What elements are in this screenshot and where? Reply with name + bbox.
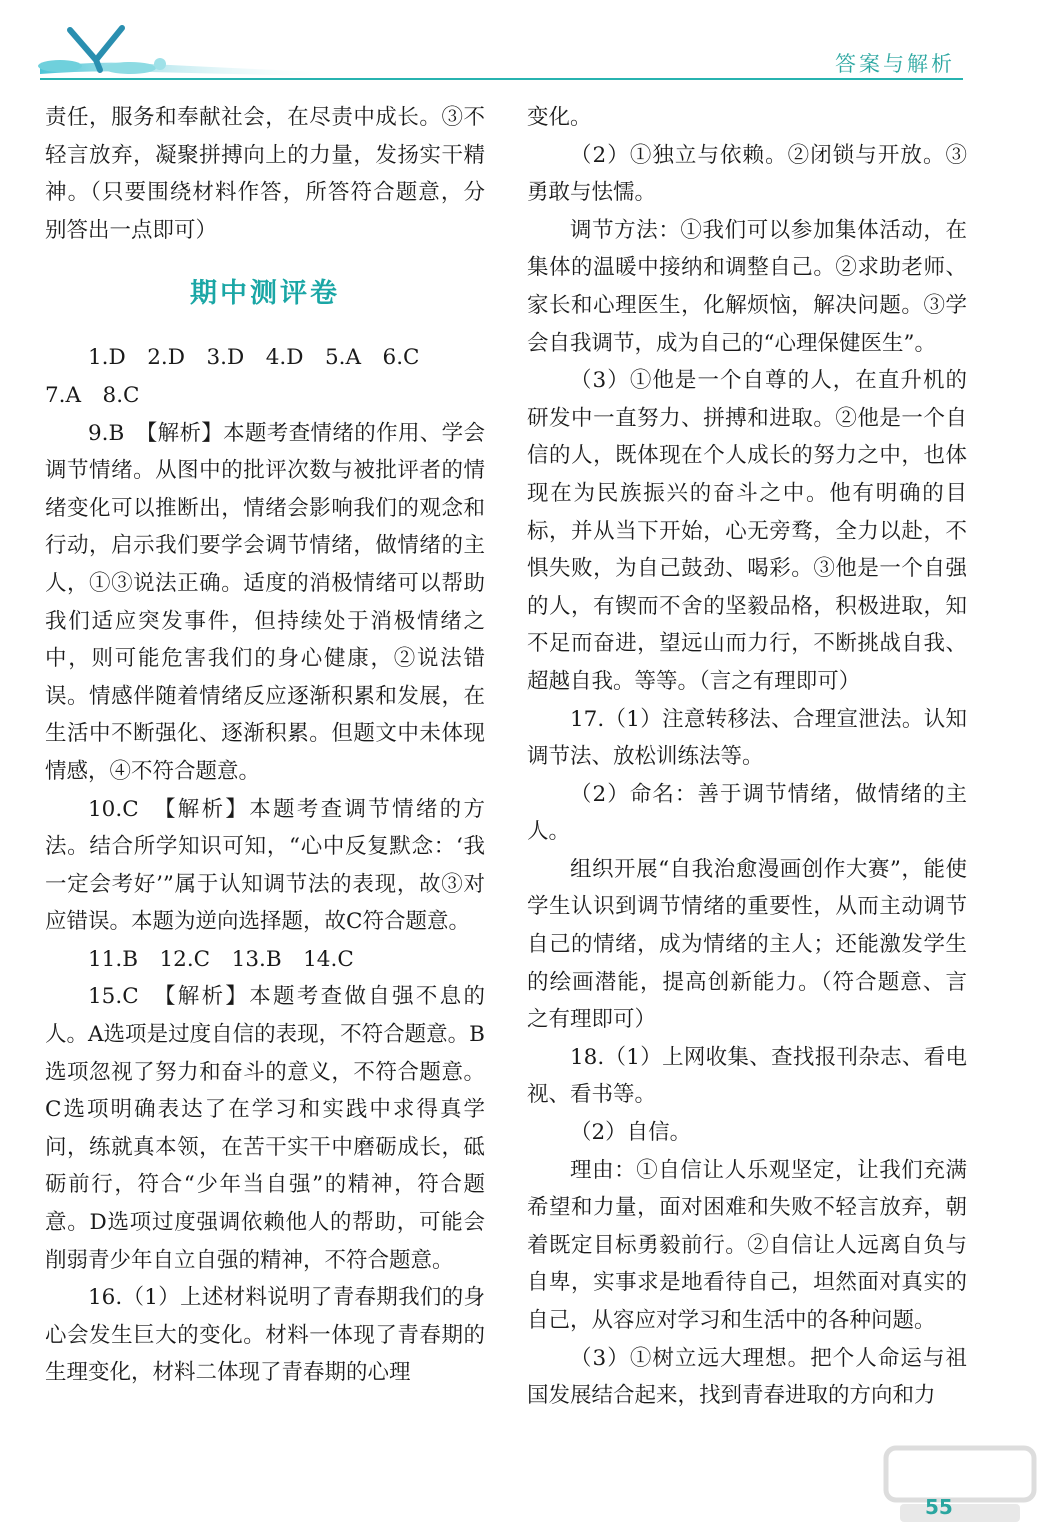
- answer-row: 7.A 8.C: [45, 382, 140, 408]
- paragraph: 16.（1）上述材料说明了青春期我们的身心会发生巨大的变化。材料一体现了青春期的生理变化，材料二体现了青春期的心理: [45, 1285, 485, 1386]
- watermark-stamp: [880, 1440, 1040, 1530]
- page-header: [0, 0, 1053, 90]
- paragraph: 责任，服务和奉献社会，在尽责中成长。③不轻言放弃，凝聚拼搏向上的力量，发扬实干精神。（只要围绕材料作答，所答符合题意，分别答出一点即可）: [45, 105, 485, 243]
- answer-row: 11.B 12.C 13.B 14.C: [88, 946, 354, 972]
- paragraph: 18.（1）上网收集、查找报刊杂志、看电视、看书等。: [527, 1044, 967, 1108]
- answer-row: 1.D 2.D 3.D 4.D 5.A 6.C: [88, 345, 420, 371]
- page-number: 55: [925, 1495, 953, 1519]
- paragraph: （3）①树立远大理想。把个人命运与祖国发展结合起来，找到青春进取的方向和力: [527, 1345, 967, 1409]
- paragraph: （3）①他是一个自尊的人，在直升机的研发中一直努力、拼搏和进取。②他是一个自信的人，既体现在个人成长的努力之中，也体现在为民族振兴的奋斗之中。他有明确的目标，并从当下开始，心无旁骛，全力以赴，不惧失败，为自己鼓劲、喝彩。③他是一个自强的人，有锲而不舍的坚毅品格，积极进取，知不足而奋进，望远山而力行，不断挑战自我、超越自我。等等。（言之有理即可）: [527, 368, 967, 694]
- paragraph: （2）自信。: [570, 1120, 692, 1146]
- header-logo-decoration: [30, 20, 320, 80]
- paragraph: 组织开展“自我治愈漫画创作大赛”，能使学生认识到调节情绪的重要性，从而主动调节自己的情绪，成为情绪的主人；还能激发学生的绘画潜能，提高创新能力。（符合题意、言之有理即可）: [527, 856, 967, 1033]
- paragraph: 变化。: [527, 105, 592, 130]
- paragraph: （2）命名：善于调节情绪，做情绪的主人。: [527, 781, 967, 845]
- section-title: 期中测评卷: [190, 278, 340, 310]
- right-column: [527, 99, 967, 1415]
- paragraph: 15.C 【解析】本题考查做自强不息的人。A选项是过度自信的表现，不符合题意。B选项忽视了努力和奋斗的意义，不符合题意。C选项明确表达了在学习和实践中求得真学问，练就真本领，在苦干实干中磨砺成长，砥砺前行，符合“少年当自强”的精神，符合题意。D选项过度强调依赖他人的帮助，可能会削弱青少年自立自强的精神，不符合题意。: [45, 984, 485, 1273]
- paragraph: （2）①独立与依赖。②闭锁与开放。③勇敢与怯懦。: [527, 142, 967, 206]
- paragraph: 9.B 【解析】本题考查情绪的作用、学会调节情绪。从图中的批评次数与被批评者的情绪变化可以推断出，情绪会影响我们的观念和行动，启示我们要学会调节情绪，做情绪的主人，①③说法正确。适度的消极情绪可以帮助我们适应突发事件，但持续处于消极情绪之中，则可能危害我们的身心健康，②说法错误。情感伴随着情绪反应逐渐积累和发展，在生活中不断强化、逐渐积累。但题文中未体现情感，④不符合题意。: [45, 420, 485, 784]
- paragraph: 理由：①自信让人乐观坚定，让我们充满希望和力量，面对困难和失败不轻言放弃，朝着既定目标勇毅前行。②自信让人远离自负与自卑，实事求是地看待自己，坦然面对真实的自己，从容应对学习和生活中的各种问题。: [527, 1157, 967, 1333]
- paragraph: 17.（1）注意转移法、合理宣泄法。认知调节法、放松训练法等。: [527, 706, 967, 770]
- left-column: [45, 99, 485, 1392]
- paragraph: 调节方法：①我们可以参加集体活动，在集体的温暖中接纳和调整自己。②求助老师、家长和心理医生，化解烦恼，解决问题。③学会自我调节，成为自己的“心理保健医生”。: [527, 217, 967, 356]
- header-title: 答案与解析: [835, 52, 955, 76]
- paragraph: 10.C 【解析】本题考查调节情绪的方法。结合所学知识可知，“心中反复默念：‘我一定会考好’”属于认知调节法的表现，故③对应错误。本题为逆向选择题，故C符合题意。: [45, 796, 485, 935]
- header-rule: [40, 78, 963, 80]
